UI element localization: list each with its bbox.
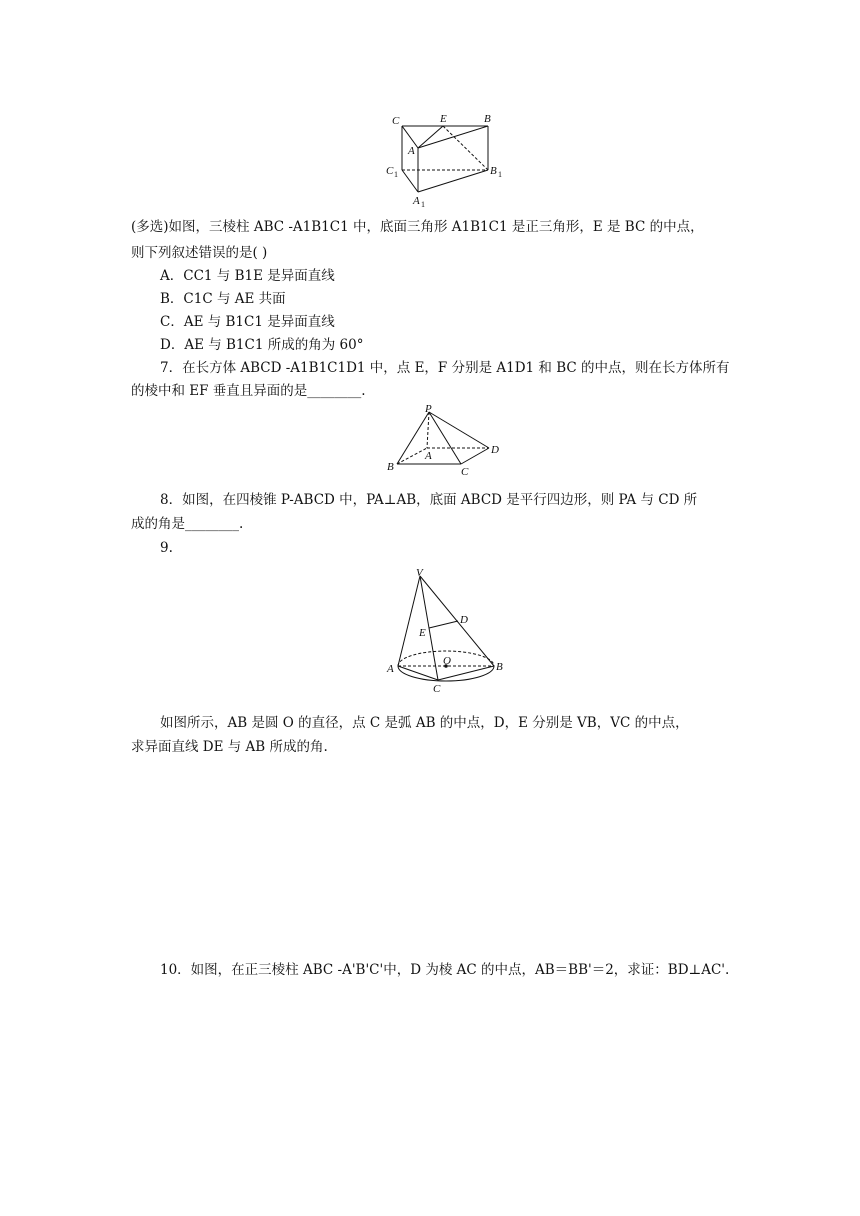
svg-text:B: B [496, 661, 503, 673]
svg-text:A: A [387, 663, 394, 675]
problem8-line2: 成的角是________. [131, 516, 244, 532]
problem9-number: 9. [160, 540, 173, 556]
problem7-line1: 7．在长方体 ABCD -A1B1C1D1 中，点 E，F 分别是 A1D1 和 BC 的中点，则在长方体所有 [160, 360, 730, 376]
prism-figure [380, 108, 520, 208]
svg-text:D: D [460, 614, 468, 626]
problem10-line1: 10．如图，在正三棱柱 ABC -A'B'C'中，D 为棱 AC 的中点，AB＝BB'＝2，求证：BD⊥AC'. [160, 962, 730, 978]
svg-text:A: A [408, 145, 415, 157]
problem7-line2: 的棱中和 EF 垂直且异面的是________. [131, 383, 366, 399]
problem9-line2: 求异面直线 DE 与 AB 所成的角. [131, 739, 328, 755]
svg-text:1: 1 [498, 170, 502, 179]
svg-text:1: 1 [421, 200, 425, 208]
svg-text:1: 1 [394, 170, 398, 179]
svg-text:C: C [392, 115, 400, 127]
problem8-line1: 8．如图，在四棱锥 P-ABCD 中，PA⊥AB，底面 ABCD 是平行四边形，则 PA 与 CD 所 [160, 492, 698, 508]
svg-text:B: B [490, 165, 497, 177]
svg-text:P: P [425, 404, 432, 415]
pyramid-figure [385, 404, 505, 476]
problem6-line2: 则下列叙述错误的是( ) [131, 245, 268, 261]
problem6-option-d: D．AE 与 B1C1 所成的角为 60° [160, 337, 364, 353]
svg-text:E: E [419, 627, 426, 639]
problem6-option-b: B．C1C 与 AE 共面 [160, 291, 286, 307]
problem9-line1: 如图所示，AB 是圆 O 的直径，点 C 是弧 AB 的中点，D，E 分别是 VB，VC 的中点， [160, 715, 689, 731]
svg-text:B: B [387, 461, 394, 473]
svg-text:C: C [461, 466, 469, 476]
svg-text:C: C [433, 683, 441, 695]
svg-text:A: A [413, 195, 420, 207]
problem6-line1: (多选)如图，三棱柱 ABC -A1B1C1 中，底面三角形 A1B1C1 是正三角形，E 是 BC 的中点， [131, 219, 704, 235]
cone-figure [382, 566, 510, 696]
svg-text:C: C [386, 165, 394, 177]
svg-text:O: O [443, 655, 451, 667]
svg-text:V: V [416, 567, 423, 579]
svg-text:A: A [425, 450, 432, 462]
problem6-option-c: C．AE 与 B1C1 是异面直线 [160, 314, 335, 330]
problem6-option-a: A．CC1 与 B1E 是异面直线 [160, 268, 335, 284]
svg-text:B: B [484, 113, 491, 125]
svg-text:D: D [491, 444, 499, 456]
svg-text:E: E [440, 113, 447, 125]
